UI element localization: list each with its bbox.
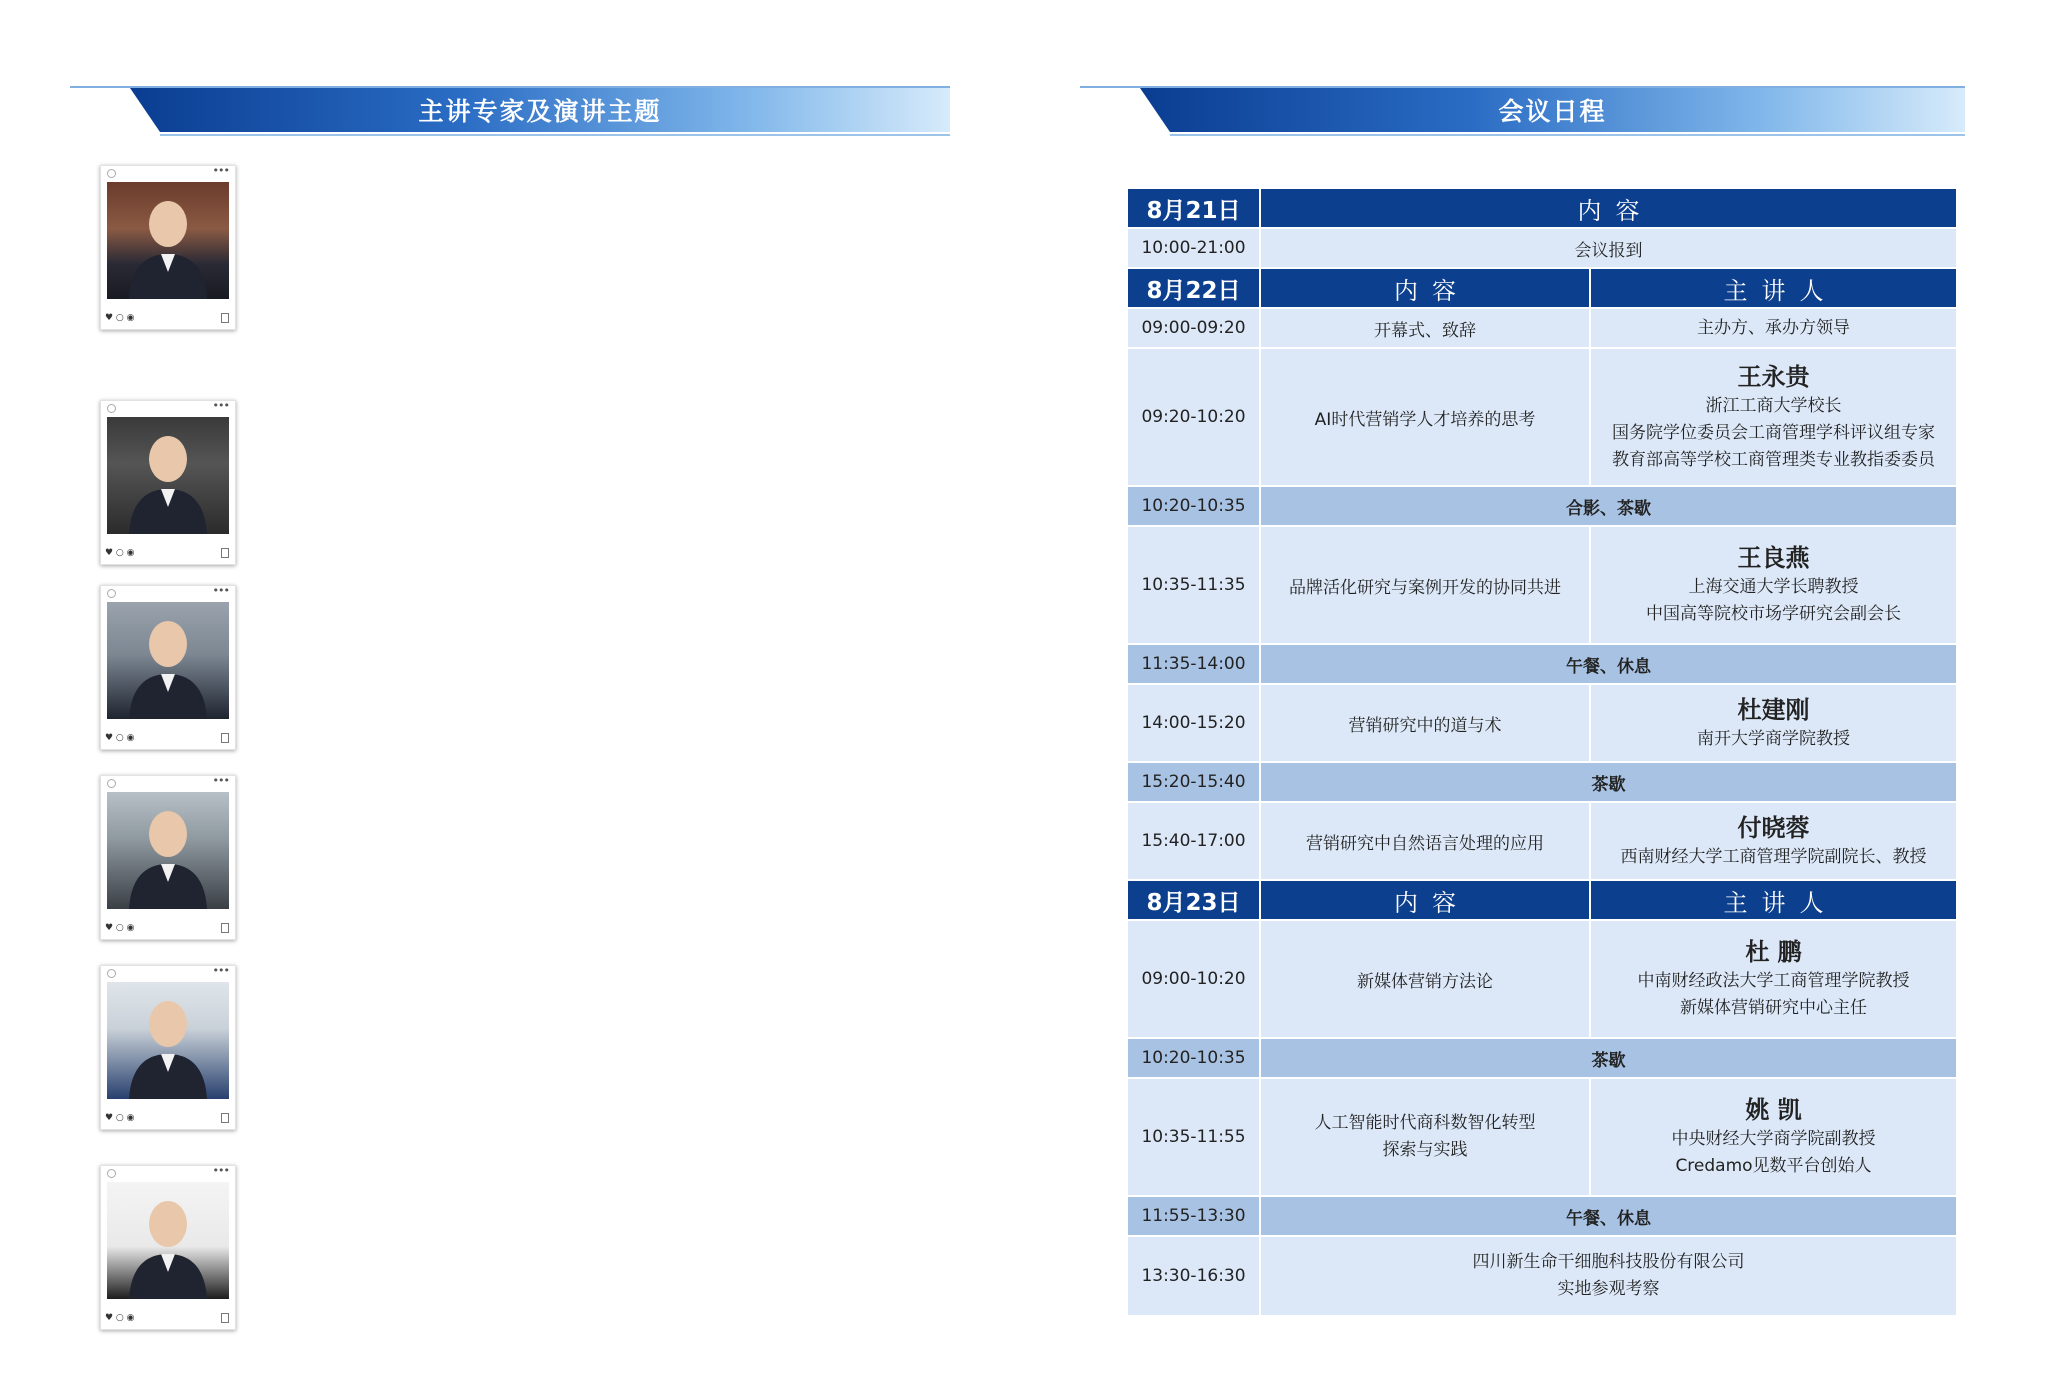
more-icon: ••• xyxy=(212,584,229,597)
like-icon: ♥ ○ ◉ xyxy=(105,1313,135,1323)
content-cell: 开幕式、致辞 xyxy=(1261,309,1591,349)
speaker-name: 杜建刚 xyxy=(1737,695,1810,724)
speaker-photo xyxy=(107,982,229,1099)
break-cell: 午餐、休息 xyxy=(1261,645,1956,685)
text-line: 探索与实践 xyxy=(1382,1140,1468,1160)
bookmark-icon xyxy=(221,548,229,558)
speaker-photo xyxy=(107,182,229,299)
speaker-name: 姚 凯 xyxy=(1745,1096,1802,1124)
like-icon: ♥ ○ ◉ xyxy=(105,923,135,933)
text-line: 新媒体营销研究中心主任 xyxy=(1680,998,1867,1018)
profile-icon xyxy=(107,779,116,788)
speaker-name: 王良燕 xyxy=(1737,544,1810,572)
speaker-photo xyxy=(107,792,229,909)
content-cell: 会议报到 xyxy=(1261,229,1956,269)
time-cell: 10:35-11:55 xyxy=(1128,1079,1261,1197)
speaker-cell xyxy=(1591,349,1956,487)
visit-cell xyxy=(1261,1237,1956,1317)
bookmark-icon xyxy=(221,1313,229,1323)
speaker-cell xyxy=(1591,1079,1956,1197)
text-line: 上海交通大学长聘教授 xyxy=(1688,577,1859,597)
text-line: 主办方、承办方领导 xyxy=(1697,317,1850,338)
speaker-photo-card xyxy=(100,1165,236,1330)
more-icon: ••• xyxy=(212,964,229,977)
speaker-header: 主讲人 xyxy=(1591,881,1956,921)
text-line: 浙江工商大学校长 xyxy=(1705,395,1842,416)
profile-icon xyxy=(107,1169,116,1178)
more-icon: ••• xyxy=(212,164,229,177)
profile-icon xyxy=(107,404,116,413)
schedule-table xyxy=(1128,189,1956,1317)
bookmark-icon xyxy=(221,923,229,933)
text-line: 四川新生命干细胞科技股份有限公司 xyxy=(1472,1252,1745,1272)
content-cell: 营销研究中自然语言处理的应用 xyxy=(1261,803,1591,881)
speaker-name: 王永贵 xyxy=(1737,362,1810,391)
speaker-photo-card xyxy=(100,965,236,1130)
content-header: 内容 xyxy=(1261,881,1591,921)
time-cell: 10:20-10:35 xyxy=(1128,1039,1261,1079)
content-header: 内容 xyxy=(1261,269,1591,309)
person-silhouette-icon xyxy=(107,792,229,909)
speaker-photo-card xyxy=(100,165,236,330)
break-cell: 合影、茶歇 xyxy=(1261,487,1956,527)
text-line: 中国高等院校市场学研究会副会长 xyxy=(1646,604,1901,624)
speaker-photo xyxy=(107,602,229,719)
speaker-cell xyxy=(1591,309,1956,349)
like-icon: ♥ ○ ◉ xyxy=(105,1113,135,1123)
speaker-header: 主讲人 xyxy=(1591,269,1956,309)
text-line: 中南财经政法大学工商管理学院教授 xyxy=(1637,971,1910,991)
schedule-banner xyxy=(1080,86,1965,136)
break-cell: 茶歇 xyxy=(1261,1039,1956,1079)
content-cell: 品牌活化研究与案例开发的协同共进 xyxy=(1261,527,1591,645)
speakers-banner-title: 主讲专家及演讲主题 xyxy=(418,97,662,126)
content-cell: 新媒体营销方法论 xyxy=(1261,921,1591,1039)
content-cell: 营销研究中的道与术 xyxy=(1261,685,1591,763)
time-cell: 09:00-10:20 xyxy=(1128,921,1261,1039)
text-line: 教育部高等学校工商管理类专业教指委委员 xyxy=(1612,449,1935,470)
speakers-banner xyxy=(70,86,950,136)
person-silhouette-icon xyxy=(107,417,229,534)
text-line: 中央财经大学商学院副教授 xyxy=(1671,1129,1876,1149)
speaker-cell xyxy=(1591,685,1956,763)
speaker-photo xyxy=(107,1182,229,1299)
time-cell: 11:55-13:30 xyxy=(1128,1197,1261,1237)
time-cell: 10:00-21:00 xyxy=(1128,229,1261,269)
date-cell: 8月21日 xyxy=(1128,189,1261,229)
speaker-photo-card xyxy=(100,400,236,565)
time-cell: 10:20-10:35 xyxy=(1128,487,1261,527)
speaker-photo xyxy=(107,417,229,534)
like-icon: ♥ ○ ◉ xyxy=(105,313,135,323)
bookmark-icon xyxy=(221,733,229,743)
text-line: Credamo见数平台创始人 xyxy=(1675,1156,1872,1176)
like-icon: ♥ ○ ◉ xyxy=(105,548,135,558)
time-cell: 15:40-17:00 xyxy=(1128,803,1261,881)
profile-icon xyxy=(107,969,116,978)
more-icon: ••• xyxy=(212,774,229,787)
text-line: 实地参观考察 xyxy=(1557,1279,1660,1299)
speaker-cell xyxy=(1591,527,1956,645)
date-cell: 8月23日 xyxy=(1128,881,1261,921)
break-cell: 茶歇 xyxy=(1261,763,1956,803)
time-cell: 14:00-15:20 xyxy=(1128,685,1261,763)
speaker-name: 杜 鹏 xyxy=(1745,938,1802,966)
time-cell: 10:35-11:35 xyxy=(1128,527,1261,645)
bookmark-icon xyxy=(221,1113,229,1123)
bookmark-icon xyxy=(221,313,229,323)
text-line: 人工智能时代商科数智化转型 xyxy=(1314,1113,1536,1133)
time-cell: 09:20-10:20 xyxy=(1128,349,1261,487)
person-silhouette-icon xyxy=(107,182,229,299)
more-icon: ••• xyxy=(212,399,229,412)
content-header: 内容 xyxy=(1261,189,1956,229)
profile-icon xyxy=(107,169,116,178)
speaker-cell xyxy=(1591,803,1956,881)
text-line: 南开大学商学院教授 xyxy=(1697,728,1850,749)
person-silhouette-icon xyxy=(107,982,229,1099)
person-silhouette-icon xyxy=(107,602,229,719)
profile-icon xyxy=(107,589,116,598)
text-line: 西南财经大学工商管理学院副院长、教授 xyxy=(1620,846,1927,867)
speaker-photo-card xyxy=(100,585,236,750)
more-icon: ••• xyxy=(212,1164,229,1177)
schedule-banner-title: 会议日程 xyxy=(1498,97,1607,126)
content-cell: AI时代营销学人才培养的思考 xyxy=(1261,349,1591,487)
speaker-name: 付晓蓉 xyxy=(1737,813,1810,842)
like-icon: ♥ ○ ◉ xyxy=(105,733,135,743)
text-line: 国务院学位委员会工商管理学科评议组专家 xyxy=(1612,422,1935,443)
speaker-cell xyxy=(1591,921,1956,1039)
date-cell: 8月22日 xyxy=(1128,269,1261,309)
time-cell: 15:20-15:40 xyxy=(1128,763,1261,803)
time-cell: 09:00-09:20 xyxy=(1128,309,1261,349)
break-cell: 午餐、休息 xyxy=(1261,1197,1956,1237)
content-cell xyxy=(1261,1079,1591,1197)
time-cell: 11:35-14:00 xyxy=(1128,645,1261,685)
time-cell: 13:30-16:30 xyxy=(1128,1237,1261,1317)
person-silhouette-icon xyxy=(107,1182,229,1299)
speaker-photo-card xyxy=(100,775,236,940)
